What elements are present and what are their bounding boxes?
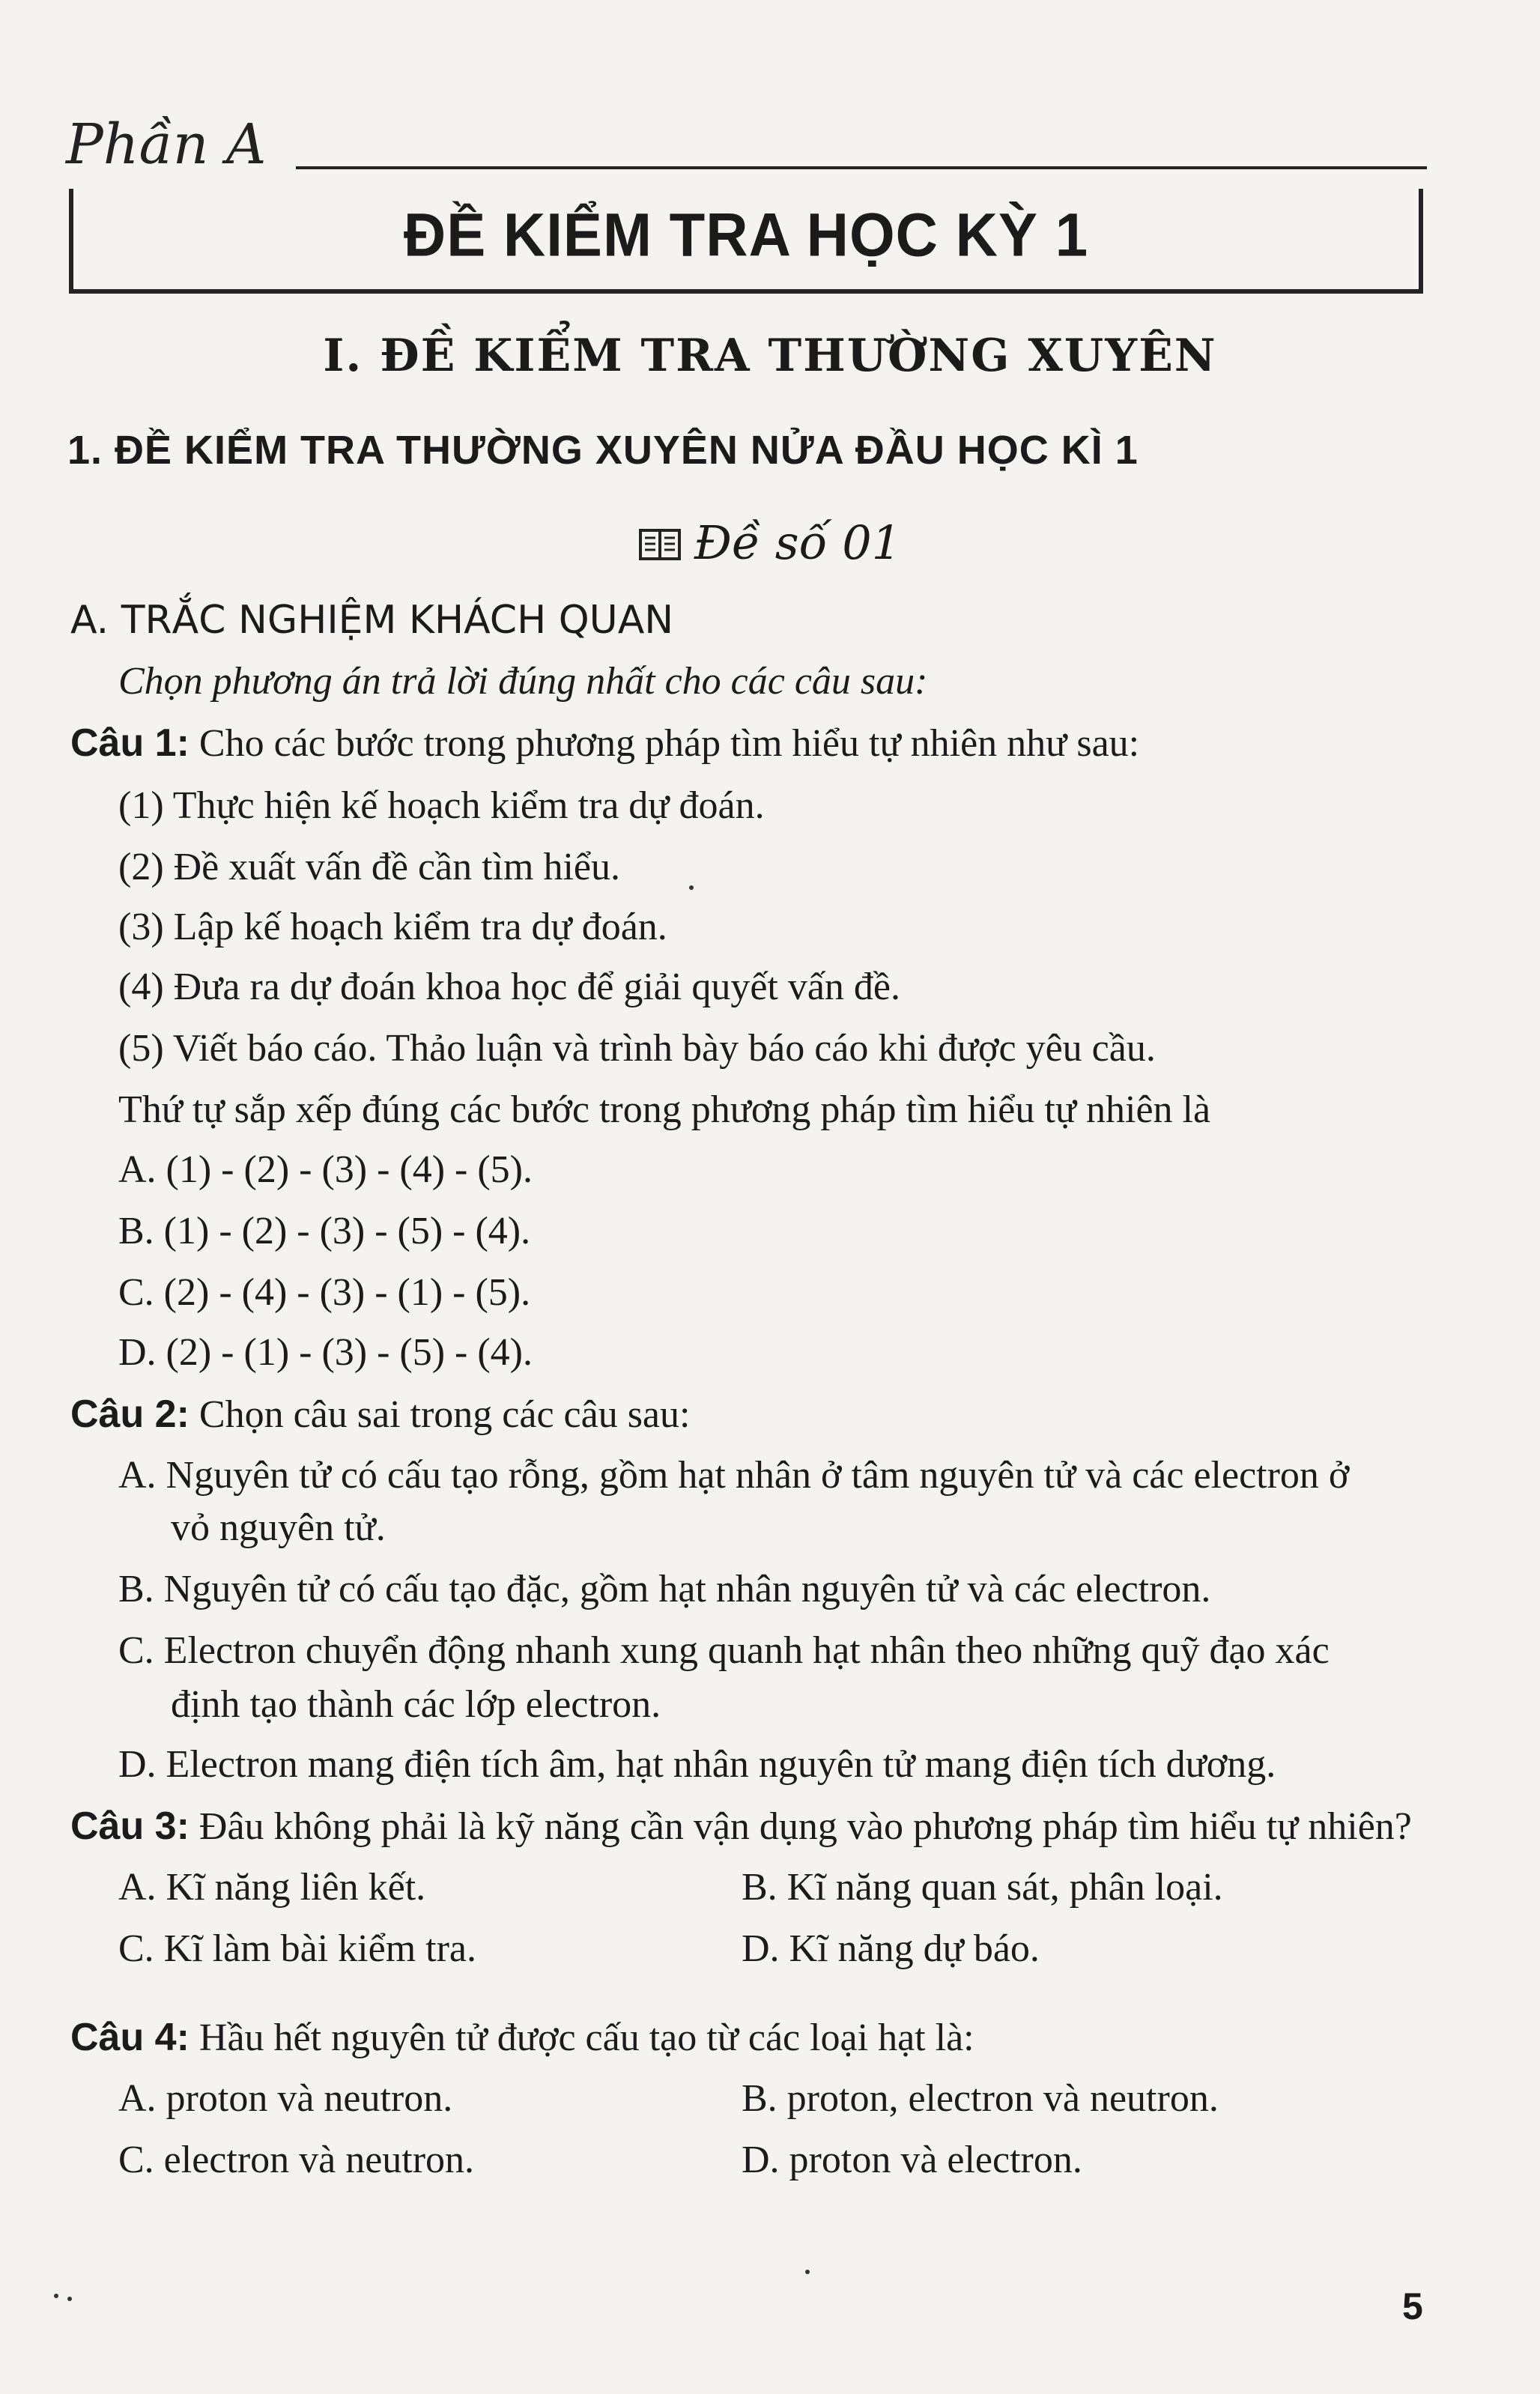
exam-label-text: Đề số 01 bbox=[694, 515, 902, 570]
exam-label bbox=[0, 515, 1540, 570]
q2-option-c-cont: định tạo thành các lớp electron. bbox=[171, 1683, 661, 1726]
question-number: Câu 4: bbox=[70, 2016, 190, 2059]
question-text: Chọn câu sai trong các câu sau: bbox=[198, 1393, 691, 1436]
q3-option-b[interactable]: B. Kĩ năng quan sát, phân loại. bbox=[742, 1866, 1223, 1909]
page-title: ĐỀ KIỂM TRA HỌC KỲ 1 bbox=[403, 199, 1089, 270]
instruction: Chọn phương án trả lời đúng nhất cho các câu sau: bbox=[118, 660, 928, 703]
q4-option-c[interactable]: C. electron và neutron. bbox=[118, 2139, 475, 2181]
question-3 bbox=[70, 1804, 1412, 1849]
q3-option-c[interactable]: C. Kĩ làm bài kiểm tra. bbox=[118, 1927, 477, 1970]
q4-option-a[interactable]: A. proton và neutron. bbox=[118, 2077, 453, 2120]
q1-step-5: (5) Viết báo cáo. Thảo luận và trình bày báo cáo khi được yêu cầu. bbox=[118, 1027, 1156, 1070]
q2-option-d[interactable]: D. Electron mang điện tích âm, hạt nhân nguyên tử mang điện tích dương. bbox=[118, 1743, 1276, 1786]
speck bbox=[805, 2270, 810, 2274]
q3-option-a[interactable]: A. Kĩ năng liên kết. bbox=[118, 1866, 426, 1909]
question-number: Câu 2: bbox=[70, 1393, 190, 1436]
question-1 bbox=[70, 721, 1139, 766]
page-number: 5 bbox=[1402, 2285, 1423, 2327]
section-title: I. ĐỀ KIỂM TRA THƯỜNG XUYÊN bbox=[323, 330, 1217, 382]
q1-step-2: (2) Đề xuất vấn đề cần tìm hiểu. bbox=[118, 846, 620, 888]
q1-prompt: Thứ tự sắp xếp đúng các bước trong phương pháp tìm hiểu tự nhiên là bbox=[118, 1088, 1211, 1131]
q1-option-d[interactable]: D. (2) - (1) - (3) - (5) - (4). bbox=[118, 1331, 533, 1374]
q1-option-c[interactable]: C. (2) - (4) - (3) - (1) - (5). bbox=[118, 1271, 531, 1314]
part-label: Phần A bbox=[66, 112, 267, 177]
question-text: Cho các bước trong phương pháp tìm hiểu tự nhiên như sau: bbox=[198, 722, 1140, 765]
speck bbox=[54, 2294, 58, 2298]
question-4 bbox=[70, 2015, 974, 2060]
part-rule bbox=[296, 166, 1427, 169]
q1-step-4: (4) Đưa ra dự đoán khoa học để giải quyết vấn đề. bbox=[118, 966, 901, 1008]
speck bbox=[689, 885, 694, 890]
book-icon bbox=[639, 527, 681, 562]
q3-option-d[interactable]: D. Kĩ năng dự báo. bbox=[742, 1927, 1040, 1970]
q2-option-a[interactable]: A. Nguyên tử có cấu tạo rỗng, gồm hạt nhân ở tâm nguyên tử và các electron ở bbox=[118, 1454, 1350, 1497]
question-2 bbox=[70, 1392, 690, 1437]
q2-option-b[interactable]: B. Nguyên tử có cấu tạo đặc, gồm hạt nhân nguyên tử và các electron. bbox=[118, 1568, 1211, 1610]
q2-option-a-cont: vỏ nguyên tử. bbox=[171, 1506, 386, 1549]
q1-option-a[interactable]: A. (1) - (2) - (3) - (4) - (5). bbox=[118, 1148, 533, 1191]
speck bbox=[67, 2297, 72, 2301]
question-number: Câu 1: bbox=[70, 721, 190, 765]
q1-option-b[interactable]: B. (1) - (2) - (3) - (5) - (4). bbox=[118, 1210, 531, 1252]
part-a-title: A. TRẮC NGHIỆM KHÁCH QUAN bbox=[70, 598, 674, 643]
q1-step-1: (1) Thực hiện kế hoạch kiểm tra dự đoán. bbox=[118, 784, 765, 827]
question-number: Câu 3: bbox=[70, 1804, 190, 1848]
section-subtitle: 1. ĐỀ KIỂM TRA THƯỜNG XUYÊN NỬA ĐẦU HỌC KÌ 1 bbox=[67, 428, 1139, 473]
q2-option-c[interactable]: C. Electron chuyển động nhanh xung quanh hạt nhân theo những quỹ đạo xác bbox=[118, 1629, 1330, 1672]
question-text: Hầu hết nguyên tử được cấu tạo từ các loại hạt là: bbox=[198, 2016, 974, 2059]
q4-option-d[interactable]: D. proton và electron. bbox=[742, 2139, 1082, 2181]
q1-step-3: (3) Lập kế hoạch kiểm tra dự đoán. bbox=[118, 906, 667, 948]
q4-option-b[interactable]: B. proton, electron và neutron. bbox=[742, 2077, 1219, 2120]
question-text: Đâu không phải là kỹ năng cần vận dụng vào phương pháp tìm hiểu tự nhiên? bbox=[198, 1805, 1412, 1848]
